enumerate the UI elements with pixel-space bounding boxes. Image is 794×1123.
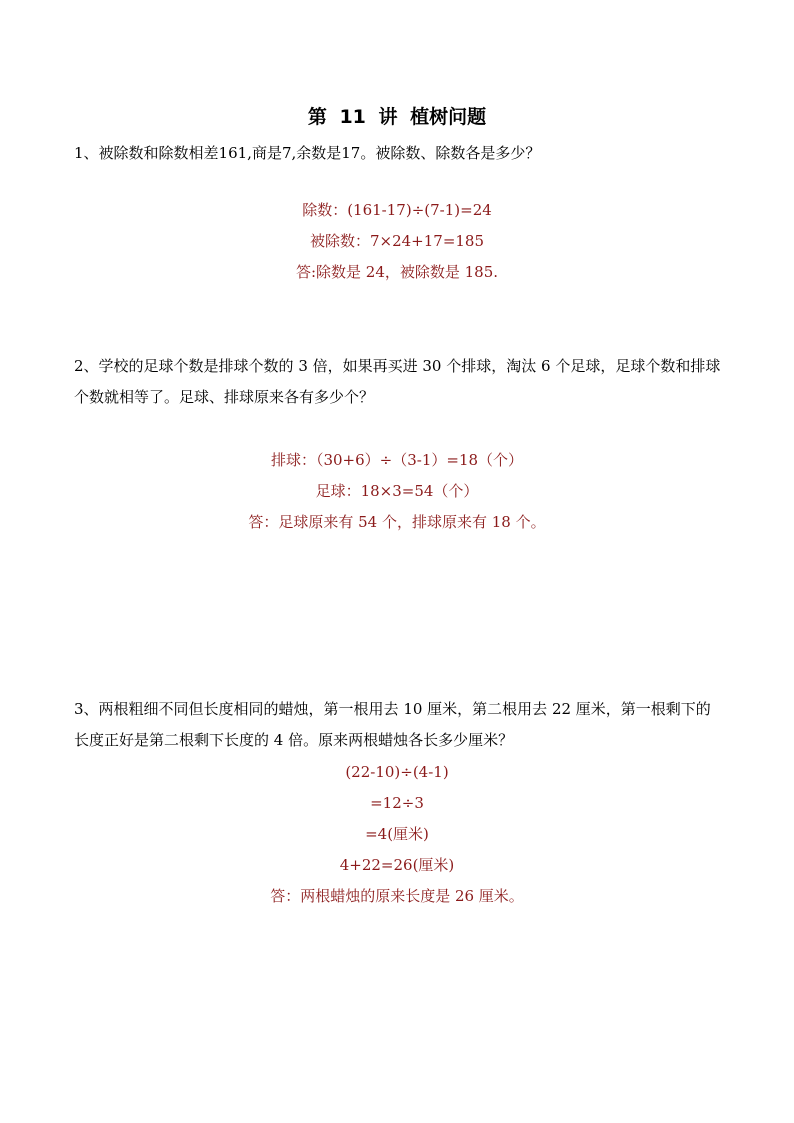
solution-line: 足球：18×3=54（个）	[315, 482, 479, 500]
solution-line: =4(厘米)	[365, 825, 429, 843]
solution-line: =12÷3	[370, 794, 424, 812]
answer-line: 答：足球原来有 54 个，排球原来有 18 个。	[248, 513, 546, 531]
problem-2-solution	[0, 445, 794, 538]
problem-1-solution	[0, 195, 794, 288]
answer-line: 答:除数是 24，被除数是 185.	[295, 263, 499, 281]
solution-line: 排球：（30+6）÷（3-1）=18（个）	[270, 451, 524, 469]
solution-line: 除数：(161-17)÷(7-1)=24	[302, 201, 492, 219]
problem-1-question: 1、被除数和除数相差161,商是7,余数是17。被除数、除数各是多少？	[74, 144, 541, 162]
problem-3-solution	[0, 757, 794, 912]
problem-3-question: 3、两根粗细不同但长度相同的蜡烛，第一根用去 10 厘米，第二根用去 22 厘米，第一根剩下的长度正好是第二根剩下长度的 4 倍。原来两根蜡烛各长多少厘米？	[74, 700, 711, 749]
problem-2-question: 2、学校的足球个数是排球个数的 3 倍，如果再买进 30 个排球，淘汰 6 个足球，足球个数和排球个数就相等了。足球、排球原来各有多少个？	[74, 357, 721, 406]
page-title: 第 11 讲 植树问题	[307, 106, 487, 128]
solution-line: 被除数：7×24+17=185	[309, 232, 485, 250]
solution-line: (22-10)÷(4-1)	[345, 763, 449, 781]
answer-line: 答：两根蜡烛的原来长度是 26 厘米。	[270, 887, 524, 905]
solution-line: 4+22=26(厘米)	[339, 856, 455, 874]
